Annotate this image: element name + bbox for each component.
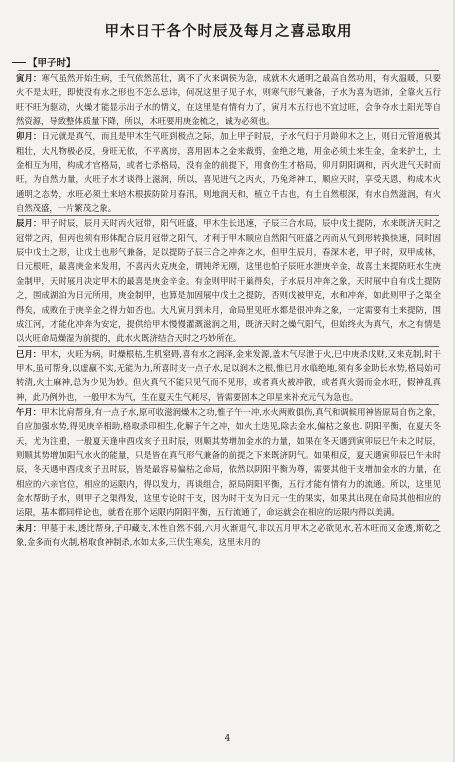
month-paragraph-mao bbox=[16, 129, 441, 215]
month-label: 寅月： bbox=[16, 73, 42, 83]
month-paragraph-wu bbox=[16, 405, 441, 520]
month-text: 日元就是真气，而且是甲木生气旺到极点之际，加上甲子时辰，子水气归于月龄卯木之上，则日元管道极其粗壮，大凡物极必反，身旺无依，不平离房，喜用固本之金来裁剪，金绝之地，用金必须土来生金，金来护土，土金相互为用，构成才官格局，或者七杀格局，没有金的前提下，用食伤生才格局，卯月阴阳调和，丙火进气天时而旺，为自然力量，火旺子水才谈得上滋润，所以，喜见进气之丙火，乃兔斧神工，顺应天时，享受天恩，构成木火通明之态势，水旺必须土来培木根拔防阶月春汛，则地润天和，植立千古也，有土自然根深，有水自然滋润，有火自然茂盛，一片繁茂之象。 bbox=[16, 131, 442, 214]
section-heading bbox=[12, 55, 441, 69]
month-paragraph-wei bbox=[16, 521, 441, 550]
month-label: 卯月： bbox=[16, 131, 42, 142]
month-label: 未月： bbox=[16, 522, 42, 533]
month-paragraph-yin bbox=[16, 71, 441, 128]
document-title: 甲木日干各个时辰及每月之喜忌取用 bbox=[104, 23, 353, 40]
section-heading-label: 【甲子时】 bbox=[28, 58, 76, 69]
month-text: 甲墓于未,透比帮身,子印藏支,木性自然不弱,六月火渐退气,非以五月甲木之必欲见水,若木旺而又金透,斯乾之象,金多而有火制,格取食神制杀,水如太多,三伏生寒矣，这里未月的 bbox=[16, 522, 442, 547]
month-text: 甲子时辰，辰月天时丙火冠带，阳气旺盛，甲木生长迅速，子辰三合水局，辰中戊土提防，水来既济天时之冠带之丙，但丙也须有形体配合辰月冠带之阳气，才利于甲木顺应自然阳气旺盛之丙而从气到形转换快速，同时固辰中戊土之形，让戊土也形气兼备，足以提防子辰三合之冲奔之水，但甲生辰月，春深木老，甲子时，双甲成林，日元根旺，最喜庚金来发用，不喜丙火克庚金，谓钝斧无刚，这里也怕子辰旺水泄庚辛金，故喜土来提防旺水生庚金制甲，天时展月决定甲木的最喜是庚金辛金。有金则甲时干巢得矣，子水辰月冲奔之象，天时展中自有戊土提防之，围成湖泊为日元所用，庚金制甲，也算是加固展中戊土之提防，否则戊被甲克，水和冲奔，如此则甲子之渠全得矣，成败在于庚辛金之得力如否也。大凡寅月到未月，命局里见旺水都是很冲奔之象，一定需要有土来提防，围成江河，才能化冲奔为安定，提供给甲木慢慢灌溉滋润之用，既济天时之燥气阳气，但始终火为真气，水之有情是以火旺命局燥湿为前提的，此水火既济结合天时之巧妙所在。 bbox=[16, 218, 442, 344]
month-paragraph-chen bbox=[16, 216, 441, 345]
month-text: 甲木，火旺为病，时燥根枯,生机窒碍,喜有水之润泽,金来发源,盖木气尽泄于火,巳中庚杀戊财,又来克制,时干甲木,虽可帮身,以虚羸不实,无能为力,所喜时支一点子水,足以润木之根,惟巳月水临绝地,须有多金助长水势,格局始可转清,火土麻神,总为少见为妙。但火真气不能只见气而不见形，或者真火被冲散，或者真火弱而金水旺，假神乱真神，此乃例外也，一般甲木为气，生在夏天生气耗尽，皆需要固本之印星来补充元气为急也。 bbox=[16, 348, 442, 402]
page-number: 4 bbox=[224, 734, 231, 744]
month-text: 甲木比肩帮身,有一点子水,原可收滋润燥木之功,惟子午一冲,水火两败俱伤,真气和调候用神皆原局自伤之象，自应加强水势,得见庚辛相助,格取杀印相生,化解子午之冲，如火土迭见,除去金水,偏枯之象也. 阴阳平衡，在夏天冬天，尤为注重，一般夏天逢申酉戌亥子丑时辰，则顺其势增加金水的力量，如果在冬天遇到寅卯辰巳午未之时辰，则顺其势增加阳气水火的能量，只是皆在真气形气兼备的前提之下来既济阴气。如果相反，夏天遇寅卯辰巳午未时辰，冬天遇申酉戌亥子丑时辰，皆是最容易偏枯之命局，依然以阴阳平衡为尊，需要其他干支增加金水的力量，在相应的六亲官位，相应的运限内，得以发力，再谈组合，原局阴阳平衡，五行才能有情有力的流通。所以，这里见金水帮助子水，则甲子之渠得发，这里专论时干支，因为时干支为日元一生的果实，如果其出现在命局其他相应的运限，基本都同样论也，就看在那个运限内阴阳平衡，五行流通了，命运就会在相应的运限内得以美满。 bbox=[16, 406, 442, 518]
month-label: 辰月： bbox=[16, 218, 42, 229]
month-label: 午月： bbox=[16, 406, 42, 417]
month-text: 寒气虽然开始生病，壬气依然茁壮，离不了火来调侯为急，成就木火通明之最高自然功用，有火温暖，只要火不是太旺，即使没有水之形也不怎么忌讳，何况这里子见子水，则寒气形气兼备，子水为喜为语沛，全靠火五行旺不旺为驱动，火燥才能显示出子水的情义，在这里是有情有力了，寅月木五行也不宜过旺，会争夺水土阳光等自然资源，导致整体质量下降，所以，木旺要用庚金梳之，诚为必须也。 bbox=[16, 73, 442, 127]
heading-dash bbox=[12, 62, 26, 63]
month-paragraph-si bbox=[16, 347, 441, 404]
month-label: 巳月： bbox=[16, 348, 42, 359]
